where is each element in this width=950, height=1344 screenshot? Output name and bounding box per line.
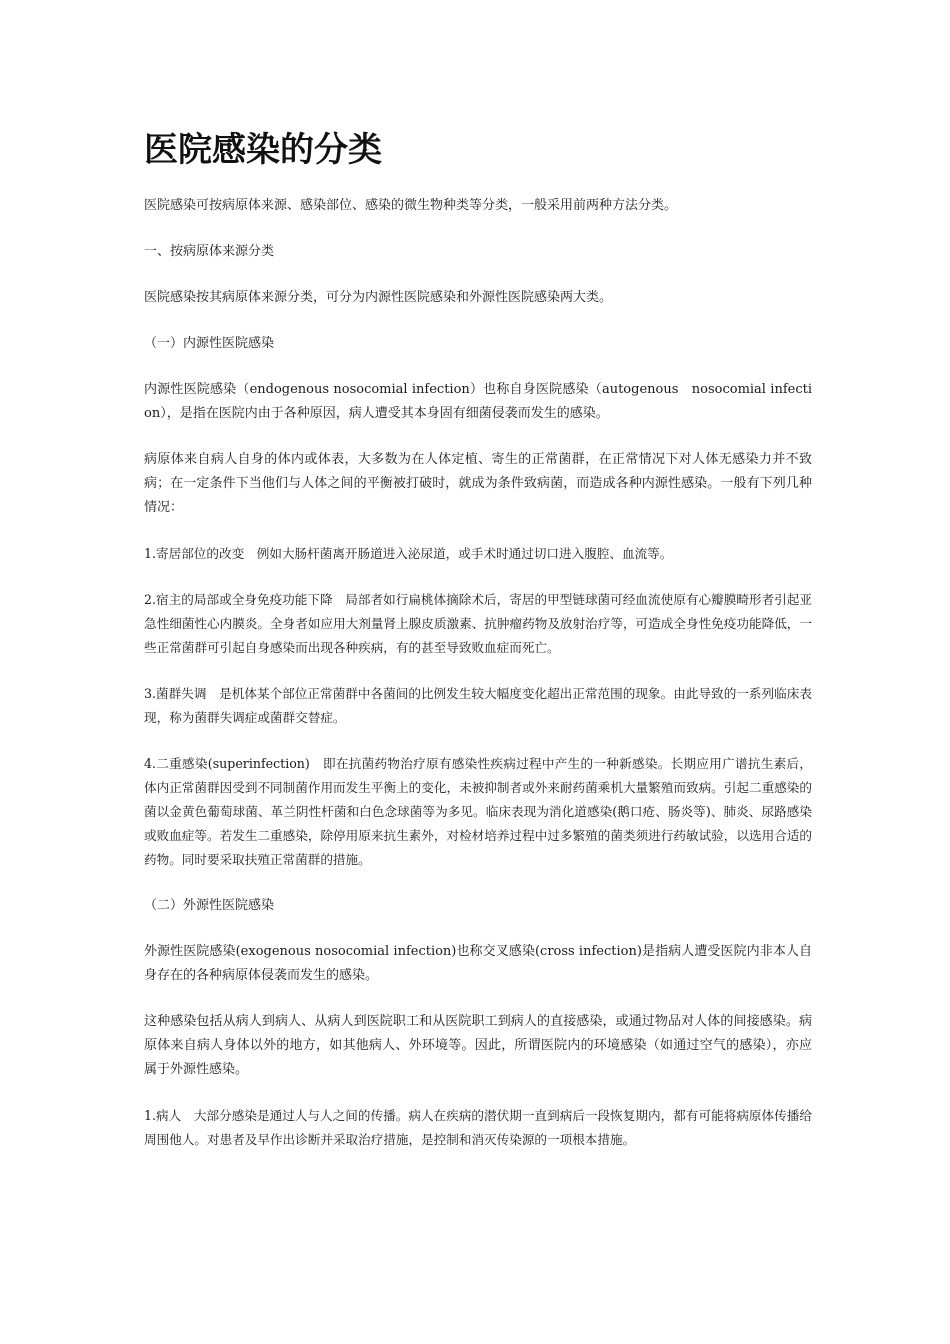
endogenous-pathogen-paragraph: 病原体来自病人自身的体内或体表，大多数为在人体定植、寄生的正常菌群，在正常情况下对人体无感染力并不致病；在一定条件下当他们与人体之间的平衡被打破时，就成为条件致病菌，而造成各种内源性感染。一般有下列几种情况： [144,452,812,515]
source-summary-paragraph: 医院感染按其病原体来源分类，可分为内源性医院感染和外源性医院感染两大类。 [144,290,613,305]
document-title: 医院感染的分类 [144,130,382,170]
list-item-4: 4.二重感染(superinfection) 即在抗菌药物治疗原有感染性疾病过程中产生的一种新感染。长期应用广谱抗生素后，体内正常菌群因受到不同制菌作用而发生平衡上的变化，未被抑制者或外来耐药菌乘机大量繁殖而致病。引起二重感染的菌以金黄色葡萄球菌、革兰阴性杆菌和白色念球菌等为多见。临床表现为消化道感染(鹅口疮、肠炎等)、肺炎、尿路感染或败血症等。若发生二重感染，除停用原来抗生素外，对检材培养过程中过多繁殖的菌类须进行药敏试验，以选用合适的药物。同时要采取扶殖正常菌群的措施。 [144,756,812,867]
list-item-1: 1.寄居部位的改变 例如大肠杆菌离开肠道进入泌尿道，或手术时通过切口进入腹腔、血流等。 [144,546,673,561]
subsection-heading-exogenous: （二）外源性医院感染 [144,898,275,913]
document-page [144,128,812,1174]
list-item-2: 2.宿主的局部或全身免疫功能下降 局部者如行扁桃体摘除术后，寄居的甲型链球菌可经血流使原有心瓣膜畸形者引起亚急性细菌性心内膜炎。全身者如应用大剂量肾上腺皮质激素、抗肿瘤药物及放射治疗等，可造成全身性免疫功能降低，一些正常菌群可引起自身感染而出现各种疾病，有的甚至导致败血症而死亡。 [144,592,812,655]
exogenous-scope-paragraph: 这种感染包括从病人到病人、从病人到医院职工和从医院职工到病人的直接感染，或通过物品对人体的间接感染。病原体来自病人身体以外的地方，如其他病人、外环境等。因此，所谓医院内的环境感染（如通过空气的感染），亦应属于外源性感染。 [144,1014,812,1077]
exogenous-definition-paragraph: 外源性医院感染(exogenous nosocomial infection)也称交叉感染(cross infection)是指病人遭受医院内非本人自身存在的各种病原体侵袭而发生的感染。 [144,944,812,983]
subsection-heading-endogenous: （一）内源性医院感染 [144,336,275,351]
list-item-3: 3.菌群失调 是机体某个部位正常菌群中各菌间的比例发生较大幅度变化超出正常范围的现象。由此导致的一系列临床表现，称为菌群失调症或菌群交替症。 [144,686,812,725]
exogenous-list-item-1: 1.病人 大部分感染是通过人与人之间的传播。病人在疾病的潜伏期一直到病后一段恢复期内，都有可能将病原体传播给周围他人。对患者及早作出诊断并采取治疗措施，是控制和消灭传染源的一项根本措施。 [144,1108,812,1147]
intro-paragraph: 医院感染可按病原体来源、感染部位、感染的微生物种类等分类，一般采用前两种方法分类。 [144,198,678,213]
section-heading-source: 一、按病原体来源分类 [144,244,275,259]
endogenous-definition-paragraph: 内源性医院感染（endogenous nosocomial infection）也称自身医院感染（autogenous nosocomial infection），是指在医院内由于各种原因，病人遭受其本身固有细菌侵袭而发生的感染。 [144,382,812,421]
